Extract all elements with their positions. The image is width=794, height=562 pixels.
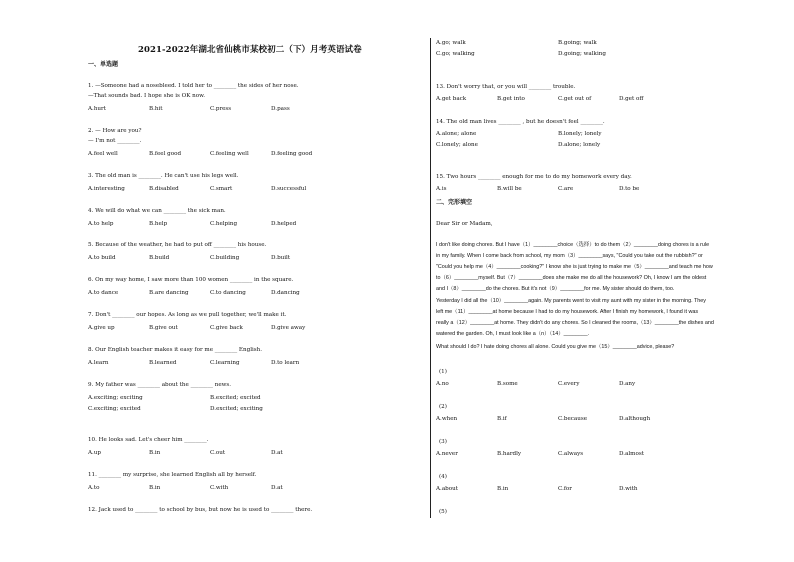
answer-option: D.going; walking [558, 51, 606, 57]
answer-option: A.to [88, 485, 100, 491]
answer-option: A.learn [88, 360, 109, 366]
column-divider [430, 38, 431, 518]
answer-option: B.in [149, 485, 161, 491]
passage-line: "Could you help me（4）________cooking?" I know she is just trying to make me（5）________and teach me how [436, 264, 713, 270]
answer-option: A.is [436, 186, 447, 192]
answer-option: D.alone; lonely [558, 142, 601, 148]
answer-option: B.disabled [149, 186, 179, 192]
passage-paragraph-1 [436, 240, 766, 295]
cloze-number: (4) [439, 474, 447, 480]
answer-option: D.get off [619, 96, 644, 102]
answer-option: B.help [149, 221, 168, 227]
question-stem: 5. Because of the weather, he had to put off ________ his house. [88, 242, 267, 248]
question-stem: 9. My father was ________ about the ________ news. [88, 382, 232, 388]
answer-option: C.for [558, 486, 572, 492]
answer-option: C.go; walking [436, 51, 475, 57]
answer-option: A.get back [436, 96, 467, 102]
question-stem: 2. — How are you? [88, 128, 142, 134]
question-stem: 1. —Someone had a nosebleed. I told her to ________ the sides of her nose. [88, 83, 299, 89]
answer-option: B.are dancing [149, 290, 189, 296]
answer-option: C.out [210, 450, 226, 456]
passage-paragraph-2 [436, 296, 766, 340]
answer-option: D.to be [619, 186, 640, 192]
answer-option: B.excited; excited [210, 395, 261, 401]
answer-option: C.feeling well [210, 151, 249, 157]
question-stem: 14. The old man lives ________ , but he doesn't feel ________. [436, 119, 605, 125]
answer-option: D.give away [271, 325, 306, 331]
answer-option: C.give back [210, 325, 243, 331]
answer-option: B.feel good [149, 151, 182, 157]
answer-option: D.although [619, 416, 651, 422]
passage-line: left me（11）________at home because I had to do my housework. After I finish my homework, I found it was [436, 309, 699, 315]
answer-option: B.build [149, 255, 170, 261]
passage-line: I don't like doing chores. But I have（1）________choice（选择）to do them（2）________doing chores is a rule [436, 242, 710, 248]
answer-option: D.dancing [271, 290, 300, 296]
answer-option: D.helped [271, 221, 297, 227]
passage-paragraph-3: What should I do? I hate doing chores all alone. Could you give me（15）________advice, please? [436, 344, 675, 350]
question-stem: 12. Jack used to ________ to school by bus, but now he is used to ________ there. [88, 507, 313, 513]
question-stem: — I'm not ________. [88, 138, 142, 144]
answer-option: A.when [436, 416, 458, 422]
answer-option: D.feeling good [271, 151, 313, 157]
answer-option: D.pass [271, 106, 290, 112]
question-stem: 8. Our English teacher makes it easy for me ________ English. [88, 347, 263, 353]
answer-option: D.built [271, 255, 291, 261]
question-stem: 13. Don't worry that, or you will ________ trouble. [436, 84, 576, 90]
passage-line: to（6）________myself. But（7）________does she make me do all the housework? Oh, I know I am the oldest [436, 275, 707, 281]
answer-option: D.successful [271, 186, 307, 192]
answer-option: B.going; walk [558, 40, 597, 46]
answer-option: B.hit [149, 106, 163, 112]
answer-option: A.go; walk [436, 40, 466, 46]
answer-option: D.excited; exciting [210, 406, 263, 412]
answer-option: C.because [558, 416, 588, 422]
answer-option: A.to help [88, 221, 114, 227]
answer-option: C.are [558, 186, 574, 192]
answer-option: D.at [271, 485, 283, 491]
answer-option: B.if [497, 416, 507, 422]
passage-line: watered the garden. Oh, I must look like a（n）（14）________. [436, 331, 590, 337]
answer-option: C.with [210, 485, 229, 491]
answer-option: D.any [619, 381, 636, 387]
answer-option: C.learning [210, 360, 240, 366]
answer-option: A.hurt [88, 106, 106, 112]
answer-option: A.no [436, 381, 449, 387]
answer-option: B.lonely; lonely [558, 131, 602, 137]
question-stem: 11. ________ my surprise, she learned English all by herself. [88, 472, 257, 478]
answer-option: C.building [210, 255, 240, 261]
passage-line: really a（12）________at home. They didn't do any chores. So I cleaned the rooms,（13）________the dishes and [436, 320, 714, 326]
answer-option: B.learned [149, 360, 177, 366]
answer-option: A.exciting; exciting [88, 395, 143, 401]
answer-option: D.almost [619, 451, 644, 457]
answer-option: C.smart [210, 186, 233, 192]
answer-option: B.give out [149, 325, 178, 331]
answer-option: A.up [88, 450, 102, 456]
answer-option: C.exciting; excited [88, 406, 141, 412]
cloze-number: (2) [439, 404, 447, 410]
passage-line: Yesterday I did all the（10）________again. My parents went to visit my aunt with my sister in the morning. They [436, 298, 706, 304]
cloze-number: (5) [439, 509, 447, 515]
cloze-number: (1) [439, 369, 447, 375]
answer-option: C.every [558, 381, 580, 387]
answer-option: C.lonely; alone [436, 142, 478, 148]
answer-option: C.press [210, 106, 232, 112]
answer-option: B.hardly [497, 451, 522, 457]
answer-option: D.at [271, 450, 283, 456]
question-stem: 7. Don't ________ our hopes. As long as we pull together, we'll make it. [88, 312, 287, 318]
section-single-choice: 一、单选题 [88, 61, 119, 68]
answer-option: B.get into [497, 96, 525, 102]
question-stem: 3. The old man is ________. He can't use his legs well. [88, 173, 239, 179]
answer-option: C.get out of [558, 96, 592, 102]
cloze-number: (3) [439, 439, 447, 445]
answer-option: A.alone; alone [436, 131, 477, 137]
salutation: Dear Sir or Madam, [436, 221, 493, 227]
answer-option: A.about [436, 486, 458, 492]
answer-option: A.give up [88, 325, 115, 331]
passage-line: in my family. When I come back from school, my mom（3）________says, "Could you take out the rubbish?" or [436, 253, 703, 259]
answer-option: B.in [497, 486, 509, 492]
page-title: 2021-2022年湖北省仙桃市某校初二（下）月考英语试卷 [138, 45, 362, 55]
answer-option: B.in [149, 450, 161, 456]
answer-option: A.feel well [88, 151, 118, 157]
answer-option: C.helping [210, 221, 238, 227]
answer-option: D.to learn [271, 360, 300, 366]
passage-line: and I（8）________do the chores. But it's not（9）________for me. My sister should do them, too. [436, 286, 675, 292]
answer-option: B.some [497, 381, 518, 387]
answer-option: A.never [436, 451, 458, 457]
answer-option: C.always [558, 451, 584, 457]
question-stem: 10. He looks sad. Let's cheer him ________. [88, 437, 209, 443]
answer-option: A.to dance [88, 290, 119, 296]
answer-option: D.with [619, 486, 638, 492]
section-cloze: 二、完形填空 [436, 199, 473, 206]
answer-option: A.interesting [88, 186, 125, 192]
question-stem: 4. We will do what we can ________ the sick man. [88, 208, 226, 214]
answer-option: C.to dancing [210, 290, 246, 296]
answer-option: B.will be [497, 186, 522, 192]
question-stem: 15. Two hours ________ enough for me to do my homework every day. [436, 174, 632, 180]
question-stem: 6. On my way home, I saw more than 100 women ________ in the square. [88, 277, 294, 283]
question-stem: —That sounds bad. I hope she is OK now. [88, 93, 206, 99]
answer-option: A.to build [88, 255, 116, 261]
